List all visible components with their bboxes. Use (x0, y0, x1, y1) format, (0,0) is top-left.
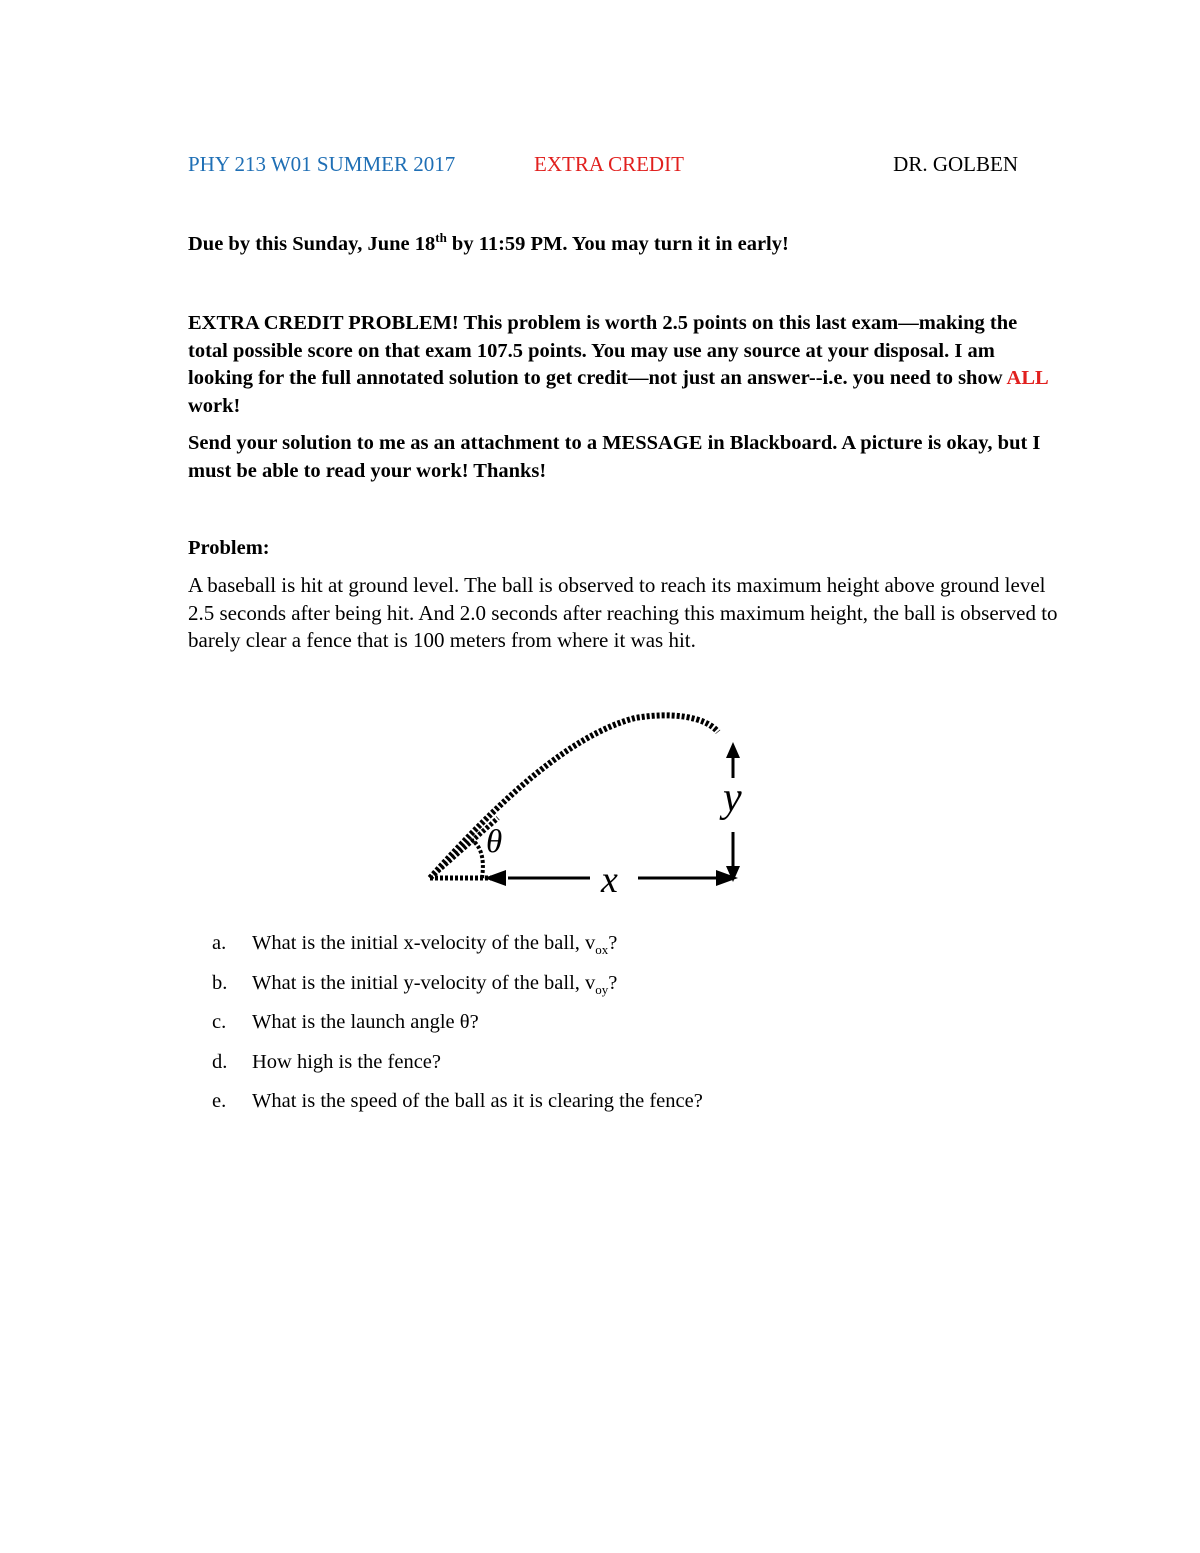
x-label: x (601, 859, 618, 901)
problem-title: Problem: (188, 537, 270, 559)
all-emphasis: ALL (1006, 367, 1048, 389)
question-text: What is the launch angle θ? (252, 1011, 479, 1033)
trajectory-svg (420, 700, 760, 900)
question-letter: d. (212, 1050, 228, 1073)
due-date-line (188, 231, 1058, 259)
list-item (212, 1086, 1012, 1126)
question-text: What is the initial y-velocity of the ball, $v_{oy}$? (252, 971, 618, 997)
question-text: What is the initial x-velocity of the ball, $v_{ox}$? (252, 932, 618, 958)
angle-arc (472, 840, 483, 878)
instructor-name: DR. GOLBEN (893, 152, 1018, 176)
due-text: Due by this Sunday, June 18 (188, 233, 436, 255)
theta-label: θ (486, 824, 503, 860)
trajectory-path (430, 715, 718, 878)
question-text: How high is the fence? (252, 1050, 441, 1073)
problem-body: A baseball is hit at ground level. The ball is observed to reach its maximum height above ground level 2.5 seconds after being hit. And 2.0 seconds after reaching this maximum height, the ball is observed to barely clear a fence that is 100 meters from where it was hit. (188, 573, 1058, 652)
question-list (212, 928, 1012, 1126)
extra-credit-paragraph (188, 310, 1058, 420)
question-letter: b. (212, 971, 228, 994)
trajectory-diagram (420, 700, 760, 900)
due-superscript: th (435, 230, 447, 246)
document-header (188, 152, 1018, 184)
list-item (212, 1007, 1012, 1047)
y-label: y (723, 775, 742, 821)
question-text: What is the speed of the ball as it is clearing the fence? (252, 1090, 703, 1112)
question-letter: c. (212, 1011, 227, 1033)
list-item (212, 1047, 1012, 1087)
course-title: PHY 213 W01 SUMMER 2017 (188, 152, 456, 176)
extra-credit-text: EXTRA CREDIT PROBLEM! This problem is worth 2.5 points on this last exam—making the total possible score on that exam 107.5 points. You may use any source at your disposal. I am looking for the full annotated solution to get credit—not just an answer--i.e. you need to show (188, 312, 1018, 389)
list-item (212, 928, 1012, 968)
question-letter: e. (212, 1090, 227, 1112)
send-paragraph: Send your solution to me as an attachment to a MESSAGE in Blackboard. A picture is okay, but I must be able to read your work! Thanks! (188, 432, 1041, 482)
question-letter: a. (212, 932, 227, 954)
extra-credit-after: work! (188, 394, 241, 417)
x-arrow-left-head (484, 870, 506, 886)
y-arrow-up-head (726, 742, 740, 758)
extra-credit-title: EXTRA CREDIT (534, 152, 684, 176)
list-item (212, 968, 1012, 1008)
due-text-suffix: by 11:59 PM. You may turn it in early! (446, 233, 789, 255)
